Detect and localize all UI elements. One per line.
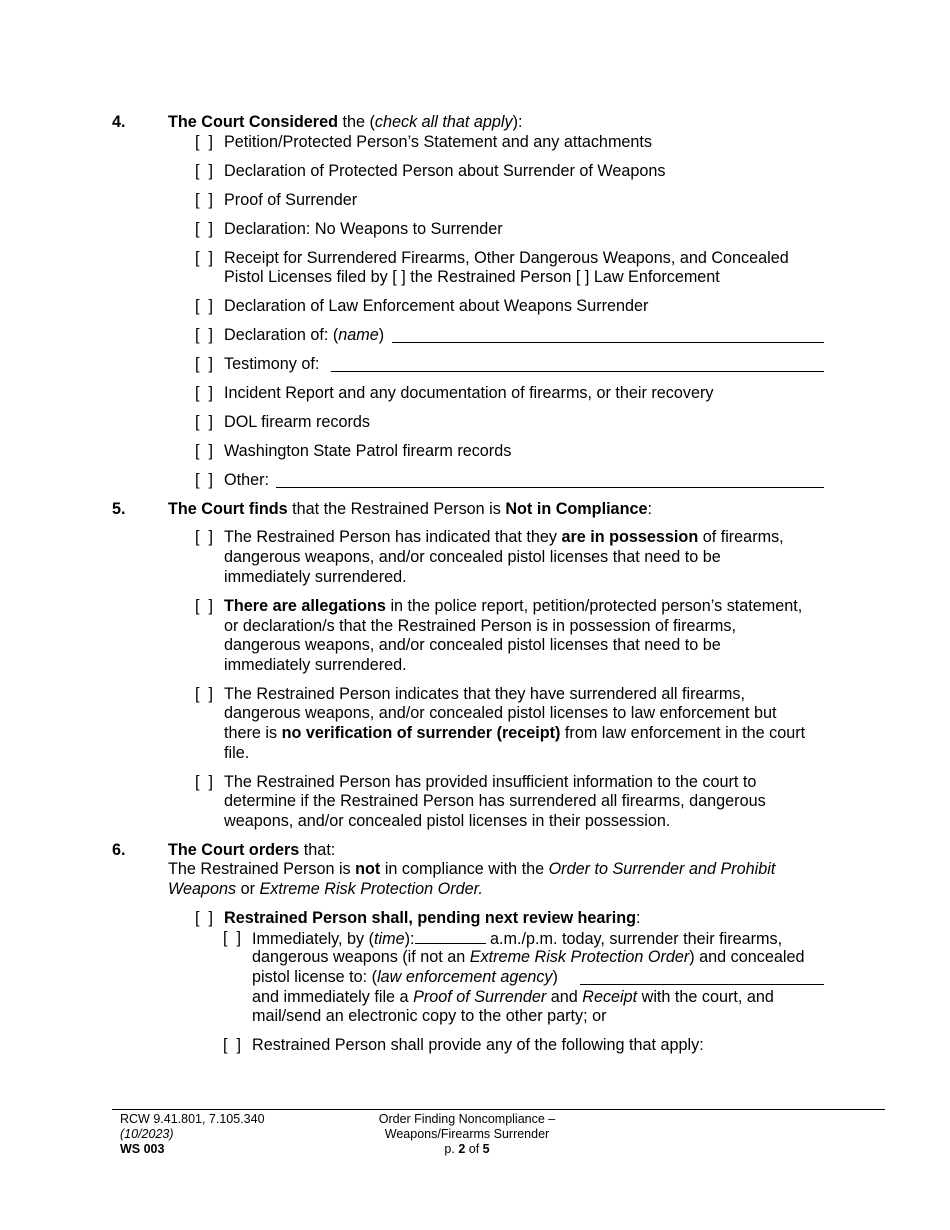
checkbox[interactable]: [ ]	[195, 384, 213, 402]
checkbox[interactable]: [ ]	[195, 909, 213, 927]
other-field[interactable]	[276, 487, 824, 488]
finding-text: file.	[224, 744, 250, 762]
list-item: Other:	[224, 471, 269, 489]
section-6-heading: The Court orders that:	[168, 841, 336, 859]
finding-text: immediately surrendered.	[224, 568, 407, 586]
section-5-heading: The Court finds that the Restrained Person is Not in Compliance:	[168, 500, 652, 518]
list-item: Declaration of Protected Person about Surrender of Weapons	[224, 162, 666, 180]
section-4-number: 4.	[112, 113, 126, 131]
testimony-field[interactable]	[331, 371, 824, 372]
list-item-continued: Pistol Licenses filed by [ ] the Restrained Person [ ] Law Enforcement	[224, 268, 720, 286]
finding-no-verification: The Restrained Person indicates that they have surrendered all firearms,	[224, 685, 745, 703]
finding-text: there is no verification of surrender (receipt) from law enforcement in the court	[224, 724, 806, 742]
list-item: Receipt for Surrendered Firearms, Other Dangerous Weapons, and Concealed	[224, 249, 789, 267]
footer-rcw: RCW 9.41.801, 7.105.340	[120, 1112, 265, 1126]
checkbox[interactable]: [ ]	[195, 162, 213, 180]
finding-text: determine if the Restrained Person has surrendered all firearms, dangerous	[224, 792, 766, 810]
list-item: Declaration of Law Enforcement about Weapons Surrender	[224, 297, 649, 315]
checkbox[interactable]: [ ]	[195, 442, 213, 460]
checkbox[interactable]: [ ]	[195, 528, 213, 546]
footer-revision: (10/2023)	[120, 1127, 174, 1141]
order-text: dangerous weapons (if not an Extreme Risk Protection Order) and concealed	[252, 948, 805, 966]
footer-page-number: p. 2 of 5	[444, 1142, 490, 1156]
finding-allegations: There are allegations in the police report, petition/protected person’s statement,	[224, 597, 803, 615]
footer-divider	[112, 1109, 885, 1110]
finding-text: weapons, and/or concealed pistol licenses in their possession.	[224, 812, 671, 830]
checkbox[interactable]: [ ]	[195, 220, 213, 238]
list-item: Declaration of: (name)	[224, 326, 385, 344]
footer-form-number: WS 003	[120, 1142, 165, 1156]
checkbox[interactable]: [ ]	[223, 1036, 241, 1054]
list-item: Incident Report and any documentation of firearms, or their recovery	[224, 384, 714, 402]
law-enforcement-agency-field[interactable]	[580, 984, 824, 985]
checkbox[interactable]: [ ]	[195, 297, 213, 315]
finding-text: dangerous weapons, and/or concealed pistol licenses that need to be	[224, 636, 721, 654]
section-4-heading: The Court Considered the (check all that apply):	[168, 113, 523, 131]
finding-text: dangerous weapons, and/or concealed pistol licenses that need to be	[224, 548, 721, 566]
checkbox[interactable]: [ ]	[195, 249, 213, 267]
finding-text: immediately surrendered.	[224, 656, 407, 674]
checkbox[interactable]: [ ]	[195, 597, 213, 615]
order-immediately: Immediately, by (time): a.m./p.m. today, surrender their firearms,	[252, 930, 783, 948]
footer-title: Order Finding Noncompliance –	[378, 1112, 556, 1126]
order-text: and immediately file a Proof of Surrender and Receipt with the court, and	[252, 988, 774, 1006]
finding-insufficient-info: The Restrained Person has provided insufficient information to the court to	[224, 773, 757, 791]
list-item: Washington State Patrol firearm records	[224, 442, 512, 460]
order-text: Weapons or Extreme Risk Protection Order.	[168, 880, 483, 898]
footer-title: Weapons/Firearms Surrender	[384, 1127, 550, 1141]
order-text: The Restrained Person is not in compliance with the Order to Surrender and Prohibit	[168, 860, 776, 878]
checkbox[interactable]: [ ]	[195, 326, 213, 344]
time-field[interactable]	[415, 929, 486, 944]
checkbox[interactable]: [ ]	[195, 413, 213, 431]
finding-text: or declaration/s that the Restrained Person is in possession of firearms,	[224, 617, 736, 635]
checkbox[interactable]: [ ]	[195, 133, 213, 151]
finding-text: dangerous weapons, and/or concealed pistol licenses to law enforcement but	[224, 704, 777, 722]
section-4-title: The Court Considered	[168, 113, 338, 131]
order-text: pistol license to: (law enforcement agency)	[252, 968, 558, 986]
checkbox-restrained-person[interactable]: [ ]	[392, 268, 406, 286]
declaration-name-field[interactable]	[392, 342, 824, 343]
checkbox[interactable]: [ ]	[195, 685, 213, 703]
order-provide: Restrained Person shall provide any of the following that apply:	[252, 1036, 704, 1054]
order-subheading: Restrained Person shall, pending next review hearing:	[224, 909, 641, 927]
checkbox[interactable]: [ ]	[195, 773, 213, 791]
checkbox[interactable]: [ ]	[223, 929, 241, 947]
checkbox[interactable]: [ ]	[195, 471, 213, 489]
list-item: Proof of Surrender	[224, 191, 358, 209]
list-item: Petition/Protected Person’s Statement and any attachments	[224, 133, 653, 151]
list-item: DOL firearm records	[224, 413, 371, 431]
finding-possession: The Restrained Person has indicated that they are in possession of firearms,	[224, 528, 784, 546]
checkbox-law-enforcement[interactable]: [ ]	[575, 268, 590, 286]
section-6-number: 6.	[112, 841, 126, 859]
checkbox[interactable]: [ ]	[195, 355, 213, 373]
order-text: mail/send an electronic copy to the other party; or	[252, 1007, 607, 1025]
list-item: Testimony of:	[224, 355, 320, 373]
list-item: Declaration: No Weapons to Surrender	[224, 220, 503, 238]
section-5-number: 5.	[112, 500, 126, 518]
checkbox[interactable]: [ ]	[195, 191, 213, 209]
